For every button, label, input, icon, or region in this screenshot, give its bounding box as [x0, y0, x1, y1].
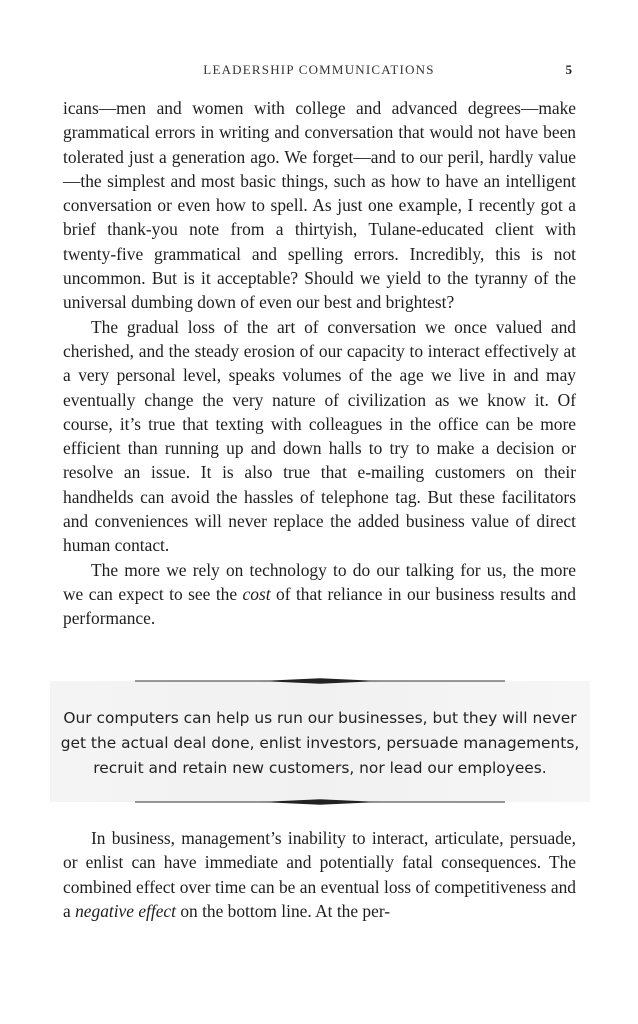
page-number: 5: [565, 62, 572, 77]
paragraph-3: [63, 558, 576, 631]
running-head: [0, 62, 638, 82]
paragraph-3-start: The more we rely on technology to do our talking for us, the more we can expect to see the: [63, 559, 576, 604]
pull-quote-text: Our computers can help us run our businesses, but they will never get the actual deal done, enlist investors, persuade managements, recruit and retain new customers, nor lead our employees.: [60, 709, 580, 777]
paragraph-4: [63, 826, 576, 923]
paragraph-3-end: of that reliance in our business results and performance.: [63, 583, 576, 629]
body-text-bottom: [63, 826, 576, 923]
top-ornamental-rule: [135, 677, 505, 685]
emphasis-cost: cost: [242, 583, 271, 604]
paragraph-4-start: In business, management’s inability to interact, articulate, persuade, or enlist can have immediate and potentially fatal consequences. The combined effect over time can be an eventual loss of competitiveness and a: [63, 828, 576, 921]
paragraph-1: icans—men and women with college and advanced degrees—make grammatical errors in writing and conversation that would not have been tolerated just a generation ago. We forget—and to our peril, hardly value—the simplest and most basic things, such as how to have an intelligent conversation or even how to spell. As just one example, I recently got a brief thank-you note from a thirtyish, Tulane-educated client with twenty-five grammatical and spelling errors. Incredibly, this is not uncommon. But is it acceptable? Should we yield to the tyranny of the universal dumbing down of even our best and brightest?: [63, 98, 576, 313]
running-title: LEADERSHIP COMMUNICATIONS: [203, 62, 435, 77]
bottom-ornamental-rule: [135, 798, 505, 806]
paragraph-4-end: on the bottom line. At the per-: [175, 900, 391, 921]
paragraph-2: The gradual loss of the art of conversation we once valued and cherished, and the steady erosion of our capacity to interact effectively at a very personal level, speaks volumes of the age we live in and may eventually change the very nature of civilization as we know it. Of course, it’s true that texting with colleagues in the office can be more efficient than running up and down halls to try to make a decision or resolve an issue. It is also true that e-mailing customers on their handhelds can avoid the hassles of telephone tag. But these facilitators and conveniences will never replace the added business value of direct human contact.: [63, 316, 576, 556]
body-text-top: [63, 96, 576, 631]
pull-quote-box: [50, 681, 590, 802]
emphasis-negative-effect: negative effect: [75, 900, 176, 921]
